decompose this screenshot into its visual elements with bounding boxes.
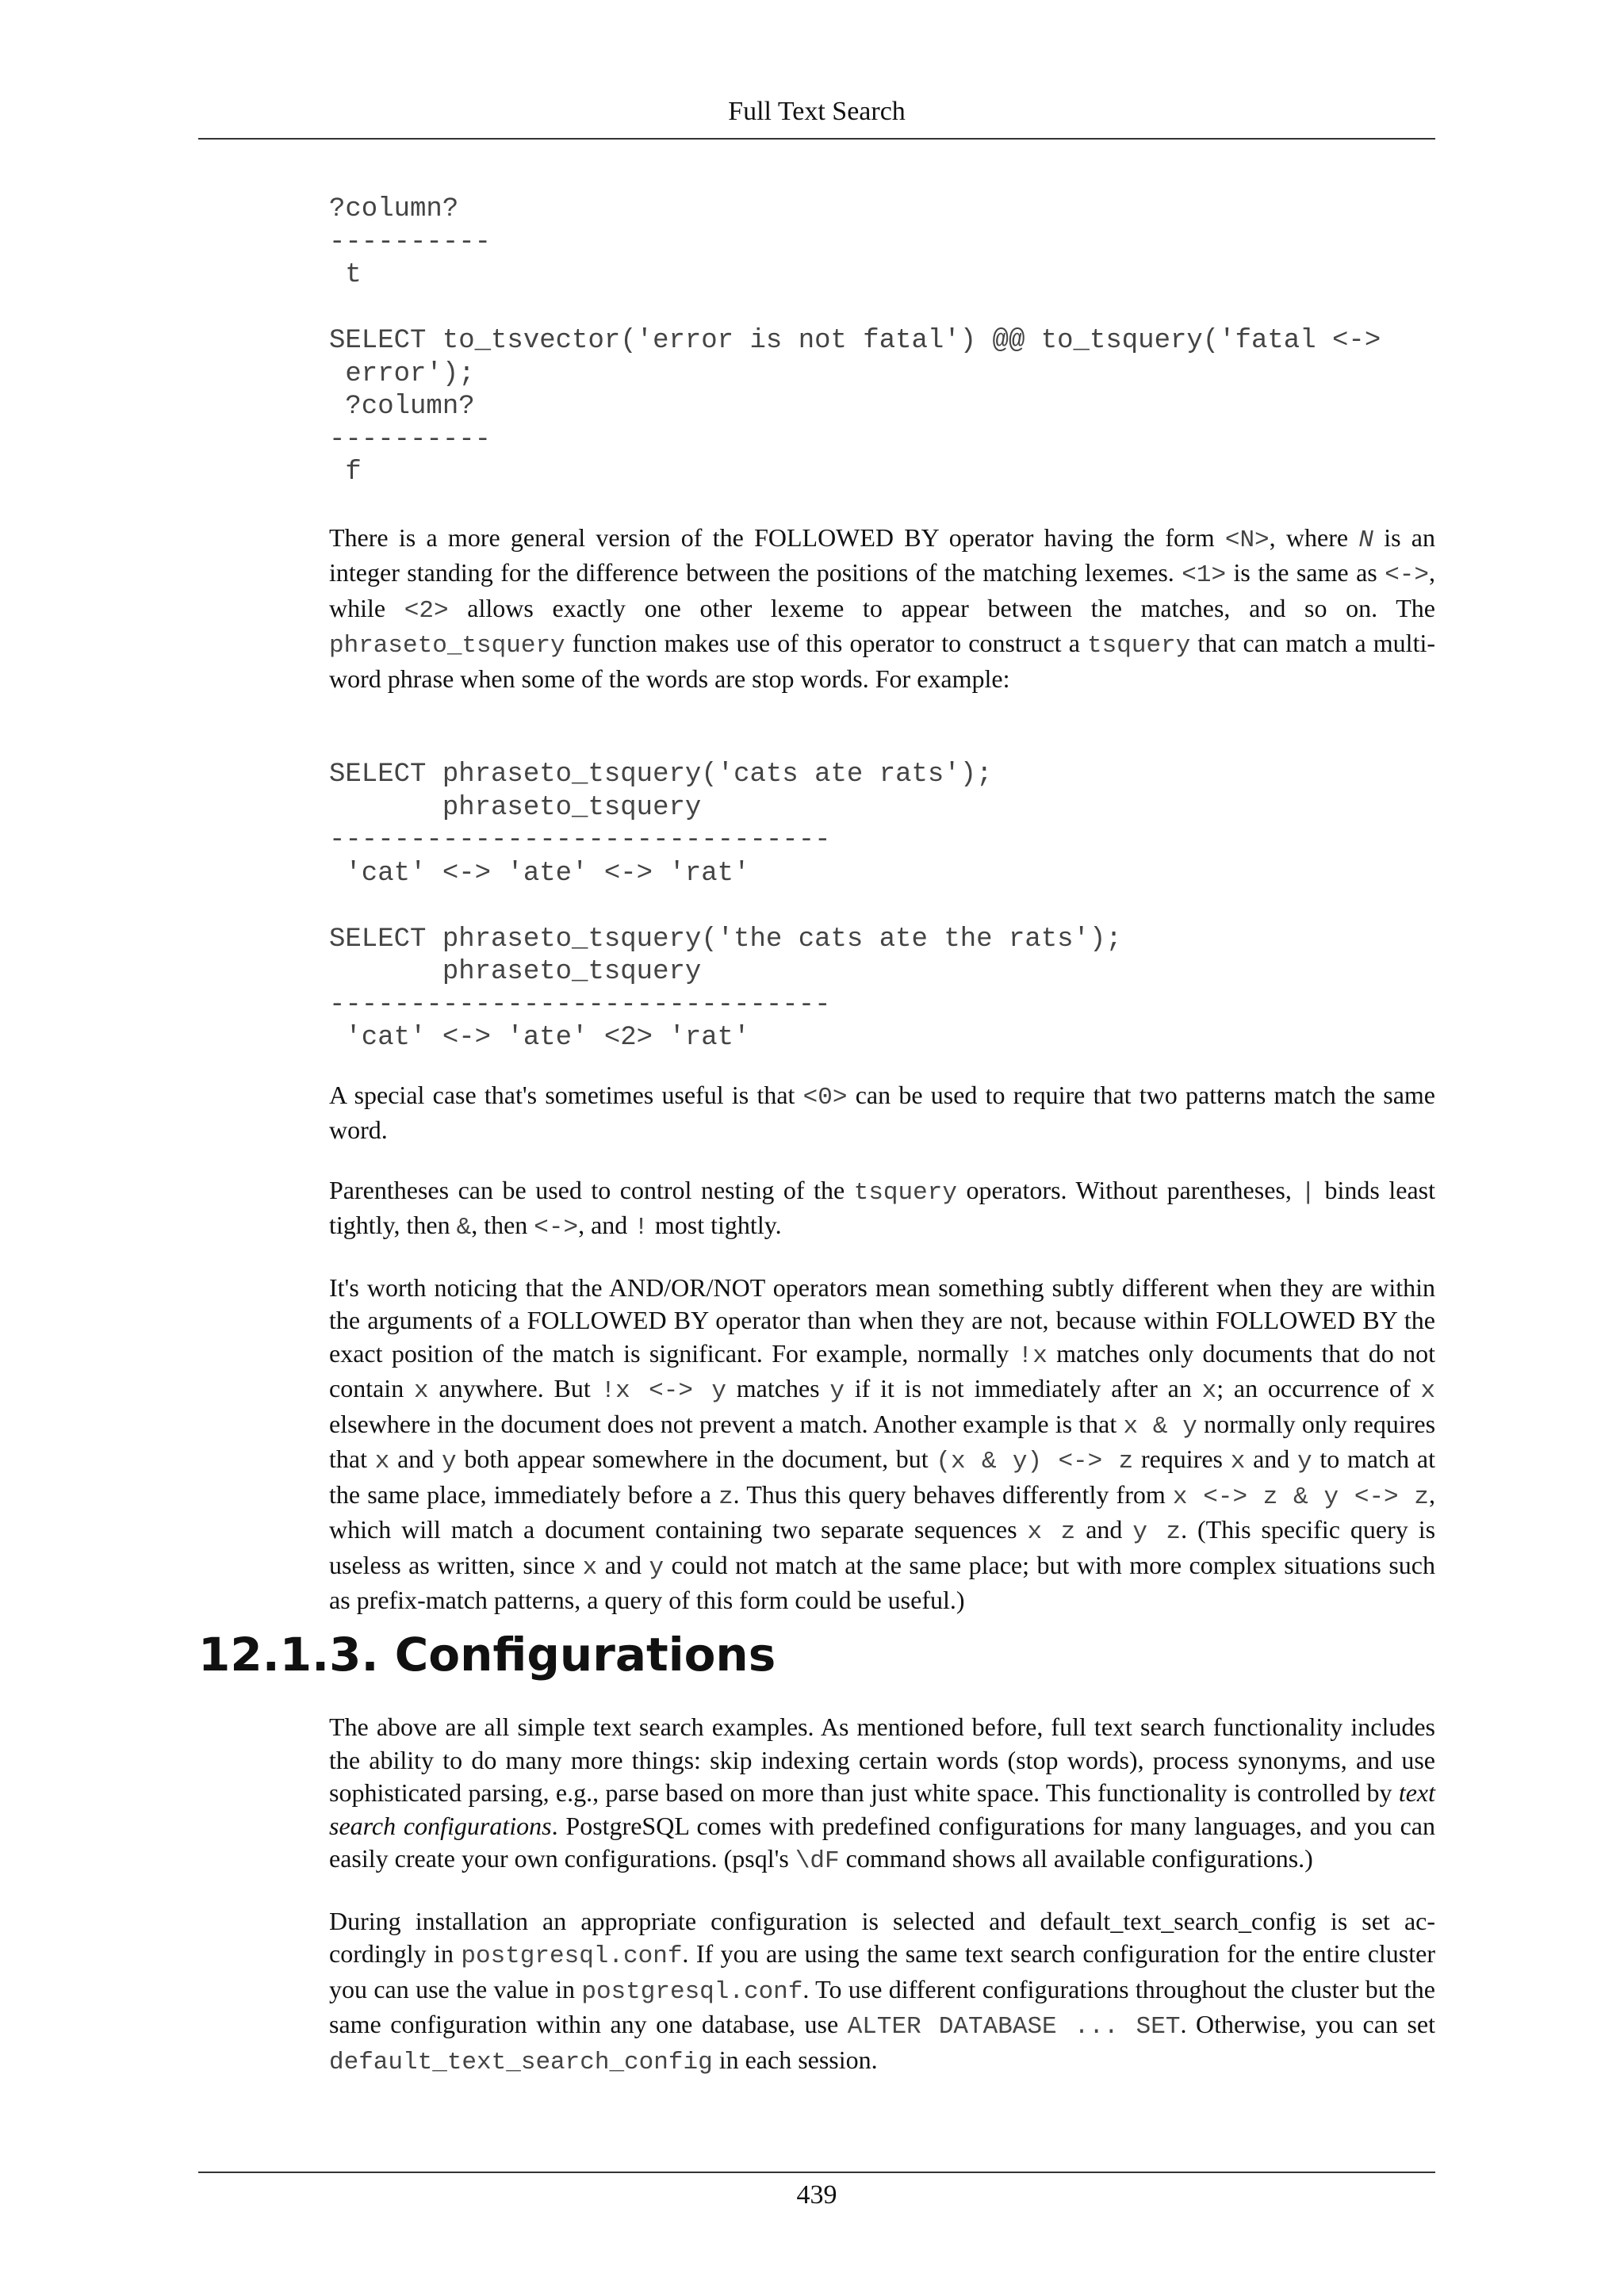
running-header: Full Text Search <box>728 97 906 126</box>
paragraph-parentheses: Parentheses can be used to control nesting of the tsquery operators. Without parentheses, | binds least tightly, then &, then <->, and ! most tightly. <box>329 1175 1436 1242</box>
page-content <box>329 193 1435 1617</box>
paragraph-special-case: A special case that's sometimes useful is that <0> can be used to require that two patterns match the same word. <box>329 1080 1436 1144</box>
paragraph-general-followed-by: There is a more general version of the FOLLOWED BY operator having the form <N>, where N is an integer standing for the difference between the positions of the matching lexemes. <1> is the same as <->, while <2> allows exactly one other lexeme to appear between the matches, and so on. The phraseto_tsquery function makes use of this operator to construct a tsquery that can match a multi-word phrase when some of the words are stop words. For example: <box>329 522 1436 693</box>
header-rule <box>198 138 1435 140</box>
section-heading: 12.1.3. Configurations <box>198 1628 776 1682</box>
page-number: 439 <box>796 2180 837 2210</box>
code-example-followed-by: ?column? ---------- t SELECT to_tsvector('error is not fatal') @@ to_tsquery('fatal <-> error'); ?column? ---------- f <box>329 194 1381 488</box>
section-content <box>329 1711 1435 2079</box>
paragraph-and-or-not: It's worth noticing that the AND/OR/NOT operators mean something subtly different when they are within the arguments of a FOLLOWED BY operator than when they are not, because within FOLLOWED BY the exact position of the match is significant. For example, normally !x matches only documents that do not contain x anywhere. But !x <-> y matches y if it is not immediately after an x; an occurrence of x elsewhere in the document does not prevent a match. Another example is that x & y normally only requires that x and y both appear somewhere in the document, but (x & y) <-> z requires x and y to match at the same place, immediately before a z. Thus this query behaves differently from x <-> z & y <-> z, which will match a document containing two separate sequences x z and y z. (This specific query is useless as written, since x and y could not match at the same place; but with more complex situations such as prefix-match patterns, a query of this form could be useful.) <box>329 1272 1436 1614</box>
footer-rule <box>198 2172 1435 2173</box>
code-example-phraseto-tsquery: SELECT phraseto_tsquery('cats ate rats'); phraseto_tsquery ------------------------------- 'cat' <-> 'ate' <-> 'rat' SELECT phraseto_tsquery('the cats ate the rats'); phraseto_tsquery ------------------------------- 'cat' <-> 'ate' <2> 'rat' <box>329 760 1122 1053</box>
paragraph-installation: During installation an appropriate configuration is selected and default_text_search_config is set accordingly in postgresql.conf. If you are using the same text search configuration for the entire cluster you can use the value in postgresql.conf. To use different configurations throughout the cluster but the same configuration within any one database, use ALTER DATABASE ... SET. Otherwise, you can set default_text_search_config in each session. <box>329 1906 1436 2076</box>
paragraph-configurations-intro: The above are all simple text search examples. As mentioned before, full text search functionality includes the ability to do many more things: skip indexing certain words (stop words), process synonyms, and use sophisticated parsing, e.g., parse based on more than just white space. This functionality is controlled by text search configurations. PostgreSQL comes with predefined configurations for many languages, and you can easily create your own configurations. (psql's \dF command shows all available configurations.) <box>329 1712 1436 1875</box>
